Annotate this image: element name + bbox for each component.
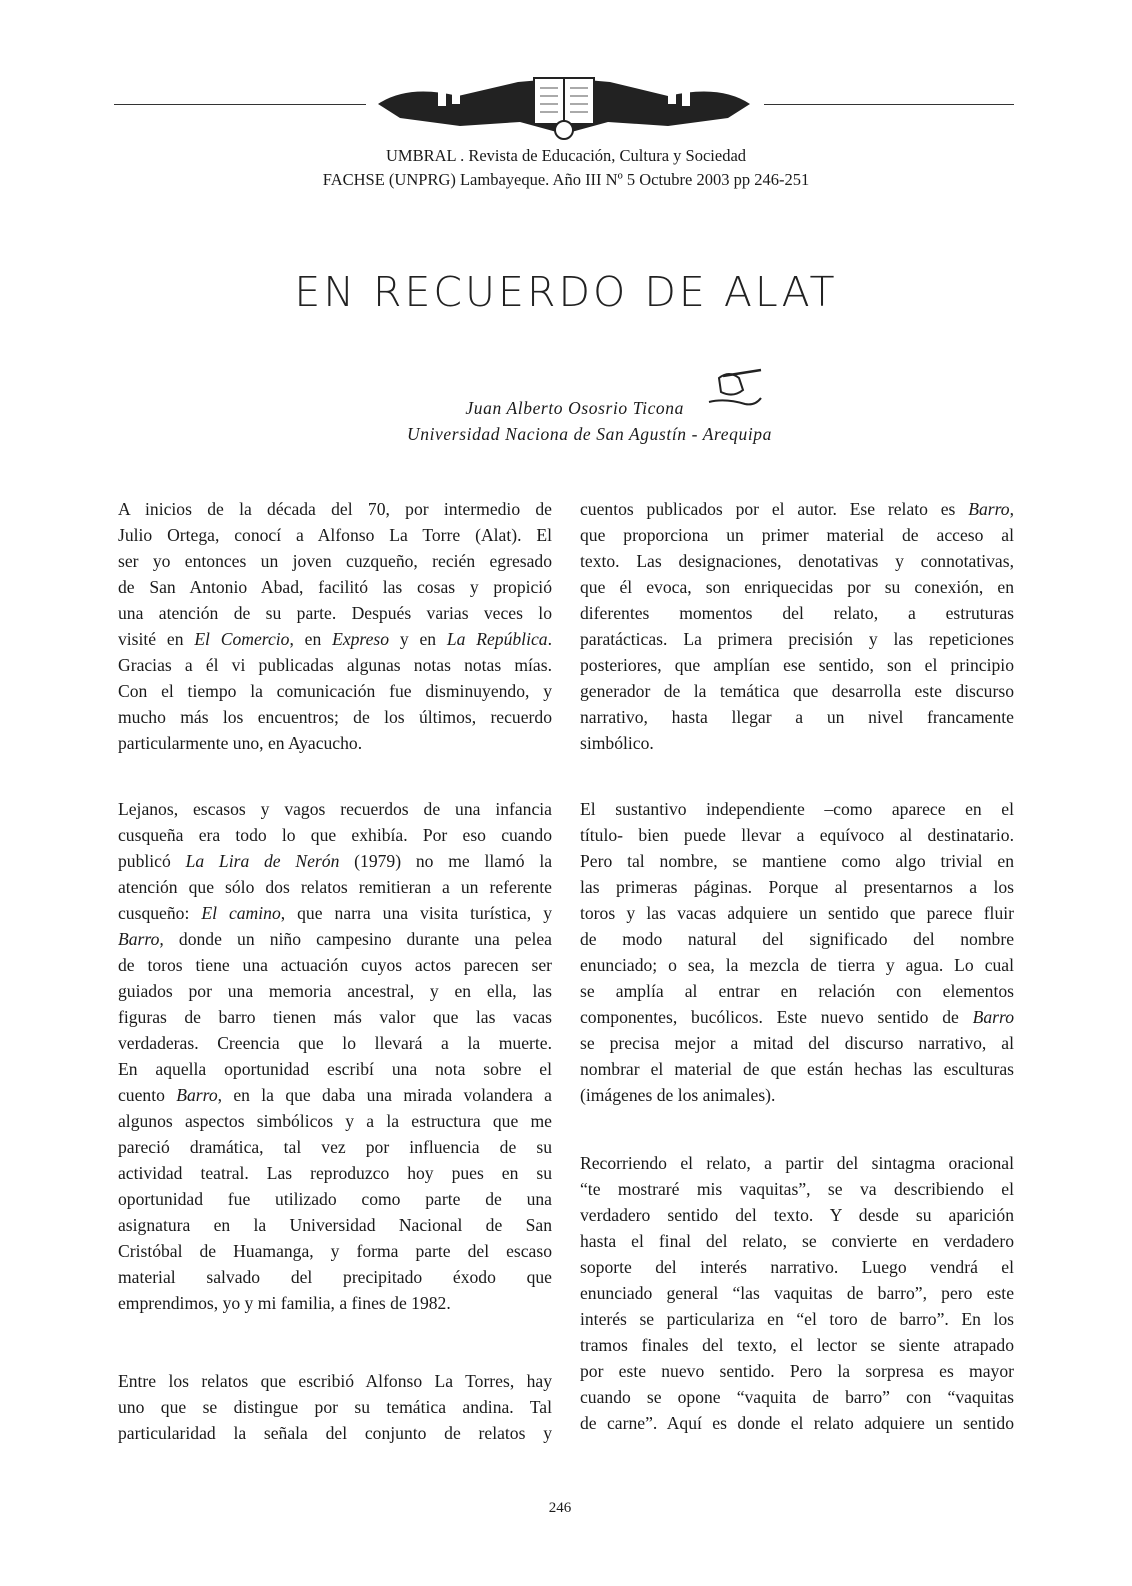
text-line: que proporciona un primer material de acceso al: [580, 525, 1014, 545]
text-line: enunciado; o sea, la mezcla de tierra y agua. Lo cual: [580, 955, 1014, 975]
text-line: componentes, bucólicos. Este nuevo sentido de Barro: [580, 1007, 1014, 1027]
text-line: En aquella oportunidad escribí una nota sobre el: [118, 1059, 552, 1079]
text-line: ser yo entonces un joven cuzqueño, recién egresado: [118, 551, 552, 571]
text-line: visité en El Comercio, en Expreso y en La República.: [118, 629, 552, 649]
paragraph: [580, 796, 1014, 1108]
text-line: uno que se distingue por su temática andina. Tal: [118, 1397, 552, 1417]
text-line: Con el tiempo la comunicación fue disminuyendo, y: [118, 681, 552, 701]
page-number: 246: [548, 1500, 572, 1516]
paragraph: [118, 1368, 552, 1446]
text-line: cuento Barro, en la que daba una mirada volandera a: [118, 1085, 552, 1105]
text-line: publicó La Lira de Nerón (1979) no me llamó la: [118, 851, 553, 871]
text-line: verdaderas. Creencia que lo llevará a la muerte.: [118, 1033, 552, 1053]
text-line: simbólico.: [580, 733, 654, 753]
text-line: toros y las vacas adquiere un sentido que parece fluir: [580, 903, 1014, 923]
text-line: Recorriendo el relato, a partir del sintagma oracional: [580, 1153, 1014, 1173]
text-line: (imágenes de los animales).: [580, 1085, 776, 1105]
pen-writing-icon: [705, 368, 765, 412]
text-line: las primeras páginas. Porque al presentarnos a los: [580, 877, 1014, 897]
text-line: Lejanos, escasos y vagos recuerdos de una infancia: [118, 799, 552, 819]
text-line: Gracias a él vi publicadas algunas notas notas mías.: [118, 655, 552, 675]
text-line: se amplía al entrar en relación con elementos: [580, 981, 1014, 1001]
text-line: material salvado del precipitado éxodo que: [118, 1267, 552, 1287]
text-line: narrativo, hasta llegar a un nivel francamente: [580, 707, 1014, 727]
text-line: cuentos publicados por el autor. Ese relato es Barro,: [580, 499, 1014, 519]
text-line: algunos aspectos simbólicos y a la estructura que me: [118, 1111, 552, 1131]
text-line: diferentes momentos del relato, a estruturas: [580, 603, 1014, 623]
text-line: mucho más los encuentros; de los últimos, recuerdo: [118, 707, 552, 727]
text-line: por este nuevo sentido. Pero la sorpresa es mayor: [580, 1361, 1014, 1381]
author-name: Juan Alberto Ososrio Ticona: [465, 398, 684, 418]
text-line: pareció dramática, tal vez por influencia de su: [118, 1137, 552, 1157]
text-line: una atención de su parte. Después varias veces lo: [118, 603, 552, 623]
text-line: figuras de barro tienen más valor que las vacas: [118, 1007, 552, 1027]
text-line: de toros tiene una actuación cuyos actos parecen ser: [118, 955, 552, 975]
text-line: Cristóbal de Huamanga, y forma parte del escaso: [118, 1241, 552, 1261]
text-line: cusqueña era todo lo que exhibía. Por eso cuando: [118, 825, 552, 845]
text-line: enunciado general “las vaquitas de barro”, pero este: [580, 1283, 1014, 1303]
text-line: emprendimos, yo y mi familia, a fines de 1982.: [118, 1293, 451, 1313]
text-line: interés se particulariza en “el toro de barro”. En los: [580, 1309, 1014, 1329]
text-line: oportunidad fue utilizado como parte de una: [118, 1189, 552, 1209]
text-line: de carne”. Aquí es donde el relato adquiere un sentido: [580, 1413, 1014, 1433]
text-line: que él evoca, son enriquecidas por su conexión, en: [580, 577, 1014, 597]
paragraph: [580, 496, 1014, 756]
text-line: posteriores, que amplían ese sentido, son el principio: [580, 655, 1014, 675]
text-line: Pero tal nombre, se mantiene como algo trivial en: [580, 851, 1014, 871]
text-line: tramos finales del texto, el lector se siente atrapado: [580, 1335, 1014, 1355]
text-line: Barro, donde un niño campesino durante una pelea: [118, 929, 552, 949]
books-ornament-logo: [368, 74, 760, 140]
text-line: asignatura en la Universidad Nacional de San: [118, 1215, 552, 1235]
paragraph: [118, 496, 552, 756]
text-line: “te mostraré mis vaquitas”, se va describiendo el: [580, 1179, 1014, 1199]
text-line: se precisa mejor a mitad del discurso narrativo, al: [580, 1033, 1014, 1053]
text-line: Entre los relatos que escribió Alfonso La Torres, hay: [118, 1371, 552, 1391]
text-line: texto. Las designaciones, denotativas y connotativas,: [580, 551, 1014, 571]
text-line: A inicios de la década del 70, por intermedio de: [118, 499, 552, 519]
text-line: particularidad la señala del conjunto de relatos y: [118, 1423, 552, 1443]
header-rule-right: [764, 104, 1014, 105]
article-title: EN RECUERDO DE ALAT: [294, 268, 838, 316]
text-line: actividad teatral. Las reproduzco hoy pues en su: [118, 1163, 552, 1183]
header-rule-left: [114, 104, 366, 105]
text-line: cusqueño: El camino, que narra una visita turística, y: [118, 903, 552, 923]
text-line: generador de la temática que desarrolla este discurso: [580, 681, 1014, 701]
text-line: cuando se opone “vaquita de barro” con “vaquitas: [580, 1387, 1014, 1407]
text-line: título- bien puede llevar a equívoco al destinatario.: [580, 825, 1014, 845]
text-line: verdadero sentido del texto. Y desde su aparición: [580, 1205, 1014, 1225]
paragraph: [580, 1150, 1014, 1436]
text-line: de San Antonio Abad, facilitó las cosas y propició: [118, 577, 552, 597]
issue-info: FACHSE (UNPRG) Lambayeque. Año III Nº 5 Octubre 2003 pp 246-251: [322, 170, 810, 189]
text-line: guiados por una memoria ancestral, y en ella, las: [118, 981, 552, 1001]
text-line: soporte del interés narrativo. Luego vendrá el: [580, 1257, 1014, 1277]
text-line: El sustantivo independiente –como aparece en el: [580, 799, 1014, 819]
text-line: paratácticas. La primera precisión y las repeticiones: [580, 629, 1014, 649]
text-line: de modo natural del significado del nombre: [580, 929, 1014, 949]
text-line: hasta el final del relato, se convierte en verdadero: [580, 1231, 1014, 1251]
journal-name: UMBRAL . Revista de Educación, Cultura y Sociedad: [385, 146, 747, 165]
text-line: Julio Ortega, conocí a Alfonso La Torre (Alat). El: [118, 525, 552, 545]
text-line: atención que sólo dos relatos remitieran a un referente: [118, 877, 552, 897]
paragraph: [118, 796, 552, 1316]
text-line: nombrar el material de que están hechas las esculturas: [580, 1059, 1014, 1079]
author-affiliation: Universidad Naciona de San Agustín - Arequipa: [407, 424, 772, 444]
text-line: particularmente uno, en Ayacucho.: [118, 733, 363, 753]
